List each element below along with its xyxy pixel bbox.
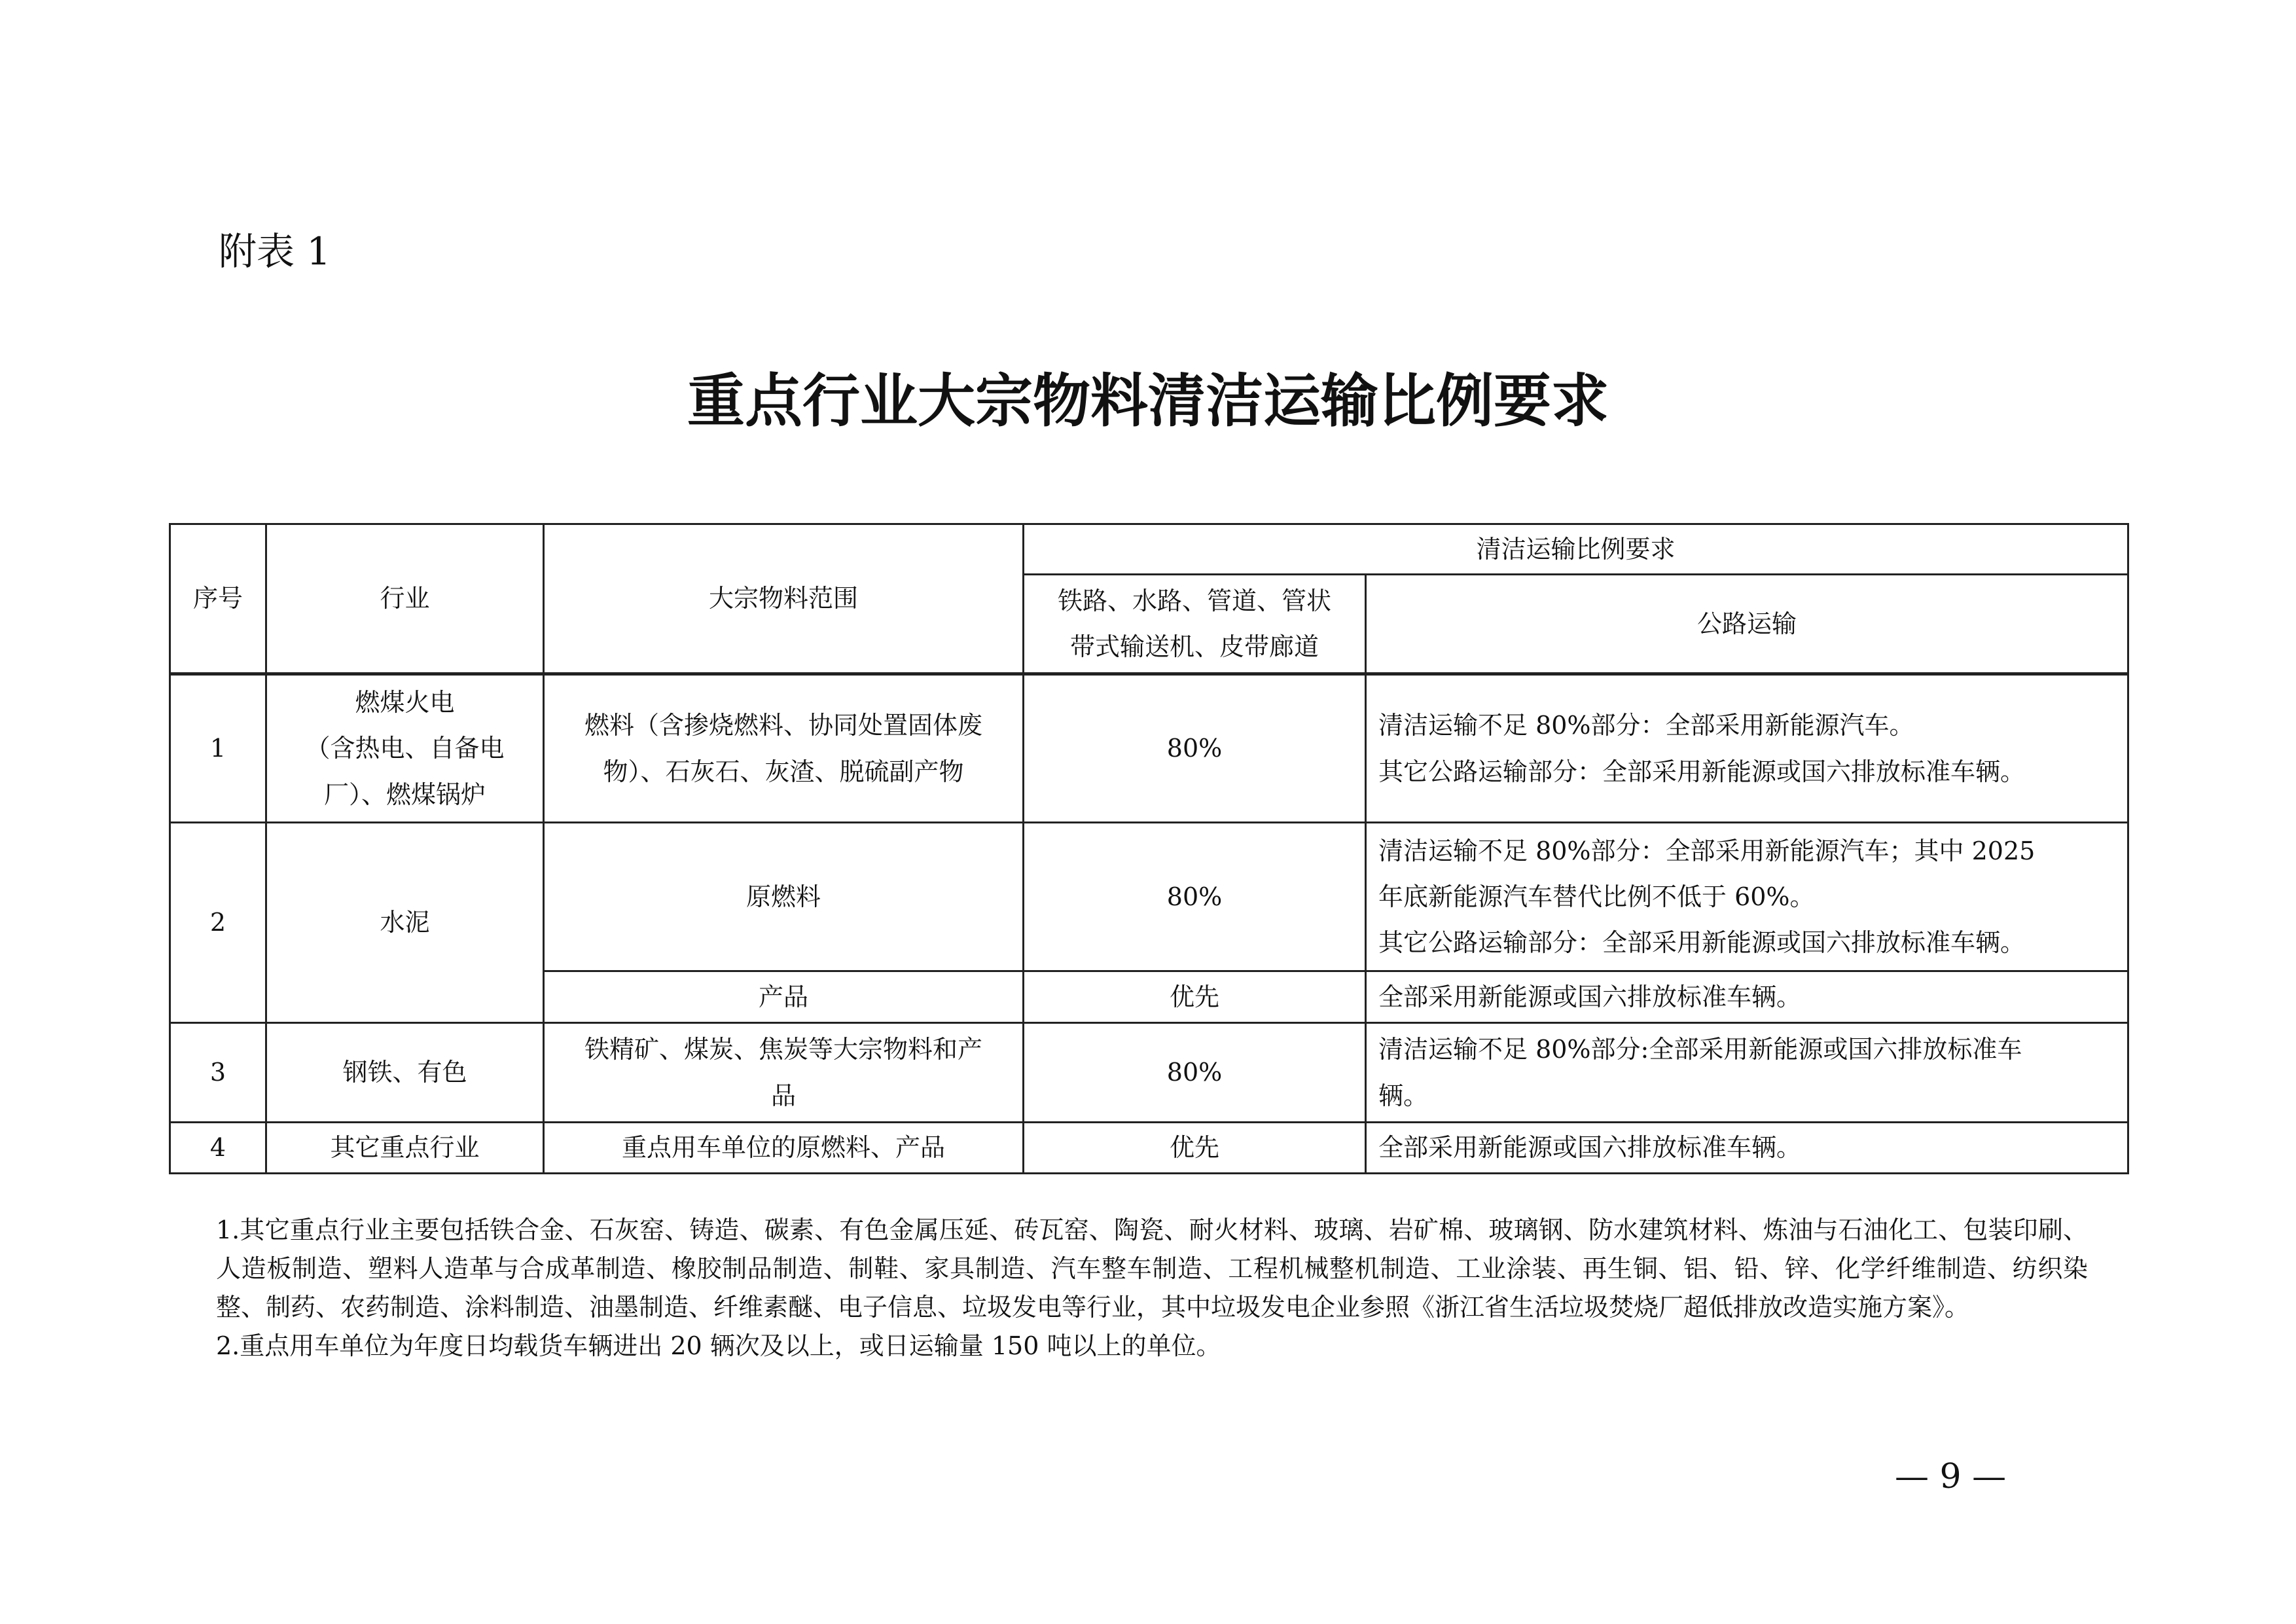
header-row (170, 524, 2128, 575)
header-road: 公路运输 (1366, 575, 2128, 674)
cell-line: 年底新能源汽车替代比例不低于 60%。 (1378, 882, 1815, 911)
cell-line: 燃料（含掺烧燃料、协同处置固体废 (584, 711, 982, 740)
cell-line: （含热电、自备电 (305, 734, 505, 763)
cell-scope: 原燃料 (544, 823, 1024, 971)
cell-line: 燃煤火电 (355, 688, 455, 717)
header-rail (1024, 575, 1366, 674)
footnotes (216, 1211, 2088, 1365)
header-industry: 行业 (266, 524, 544, 674)
cell-scope (544, 674, 1024, 823)
cell-line: 其它公路运输部分：全部采用新能源或国六排放标准车辆。 (1378, 757, 2026, 786)
table-row (170, 1023, 2128, 1123)
table-row (170, 823, 2128, 971)
cell-rail: 优先 (1024, 1123, 1366, 1174)
cell-line: 铁精矿、煤炭、焦炭等大宗物料和产 (584, 1035, 982, 1064)
cell-road (1366, 823, 2128, 971)
cell-scope (544, 1023, 1024, 1123)
attachment-label: 附表 1 (219, 229, 331, 274)
cell-line: 品 (770, 1081, 796, 1110)
cell-rail: 80% (1024, 823, 1366, 971)
cell-industry (266, 674, 544, 823)
cell-rail: 80% (1024, 1023, 1366, 1123)
cell-road (1366, 1023, 2128, 1123)
cell-industry: 其它重点行业 (266, 1123, 544, 1174)
header-rail-line: 带式输送机、皮带廊道 (1069, 632, 1319, 661)
cell-line: 厂）、燃煤锅炉 (323, 780, 486, 809)
header-seq: 序号 (170, 524, 266, 674)
cell-industry: 水泥 (266, 823, 544, 1023)
table-row (170, 674, 2128, 823)
header-rail-line: 铁路、水路、管道、管状 (1057, 586, 1331, 615)
cell-seq: 4 (170, 1123, 266, 1174)
header-clean-ratio: 清洁运输比例要求 (1024, 524, 2128, 575)
cell-industry: 钢铁、有色 (266, 1023, 544, 1123)
cell-line: 物）、石灰石、灰渣、脱硫副产物 (603, 757, 964, 786)
cell-line: 清洁运输不足 80%部分：全部采用新能源汽车。 (1378, 711, 1914, 740)
cell-seq: 1 (170, 674, 266, 823)
page-number: — 9 — (1895, 1457, 2007, 1496)
cell-line: 清洁运输不足 80%部分:全部采用新能源或国六排放标准车 (1378, 1035, 2022, 1064)
footnote-1: 1.其它重点行业主要包括铁合金、石灰窑、铸造、碳素、有色金属压延、砖瓦窑、陶瓷、耐火材料、玻璃、岩矿棉、玻璃钢、防水建筑材料、炼油与石油化工、包装印刷、人造板制造、塑料人造革与合成革制造、橡胶制品制造、制鞋、家具制造、汽车整车制造、工程机械整机制造、工业涂装、再生铜、铝、铅、锌、化学纤维制造、纺织染整、制药、农药制造、涂料制造、油墨制造、纤维素醚、电子信息、垃圾发电等行业，其中垃圾发电企业参照《浙江省生活垃圾焚烧厂超低排放改造实施方案》。 (216, 1216, 2088, 1322)
cell-road: 全部采用新能源或国六排放标准车辆。 (1366, 1123, 2128, 1174)
cell-scope: 产品 (544, 971, 1024, 1023)
table-row (170, 1123, 2128, 1174)
requirements-table (169, 523, 2129, 1174)
cell-rail: 优先 (1024, 971, 1366, 1023)
cell-road: 全部采用新能源或国六排放标准车辆。 (1366, 971, 2128, 1023)
cell-road (1366, 674, 2128, 823)
cell-line: 其它公路运输部分：全部采用新能源或国六排放标准车辆。 (1378, 928, 2026, 958)
cell-scope: 重点用车单位的原燃料、产品 (544, 1123, 1024, 1174)
cell-seq: 3 (170, 1023, 266, 1123)
header-scope: 大宗物料范围 (544, 524, 1024, 674)
cell-line: 辆。 (1378, 1081, 1429, 1110)
footnote-2: 2.重点用车单位为年度日均载货车辆进出 20 辆次及以上，或日运输量 150 吨以上的单位。 (216, 1331, 1221, 1360)
cell-line: 清洁运输不足 80%部分：全部采用新能源汽车；其中 2025 (1378, 836, 2036, 865)
page-title: 重点行业大宗物料清洁运输比例要求 (687, 367, 1609, 435)
cell-seq: 2 (170, 823, 266, 1023)
cell-rail: 80% (1024, 674, 1366, 823)
